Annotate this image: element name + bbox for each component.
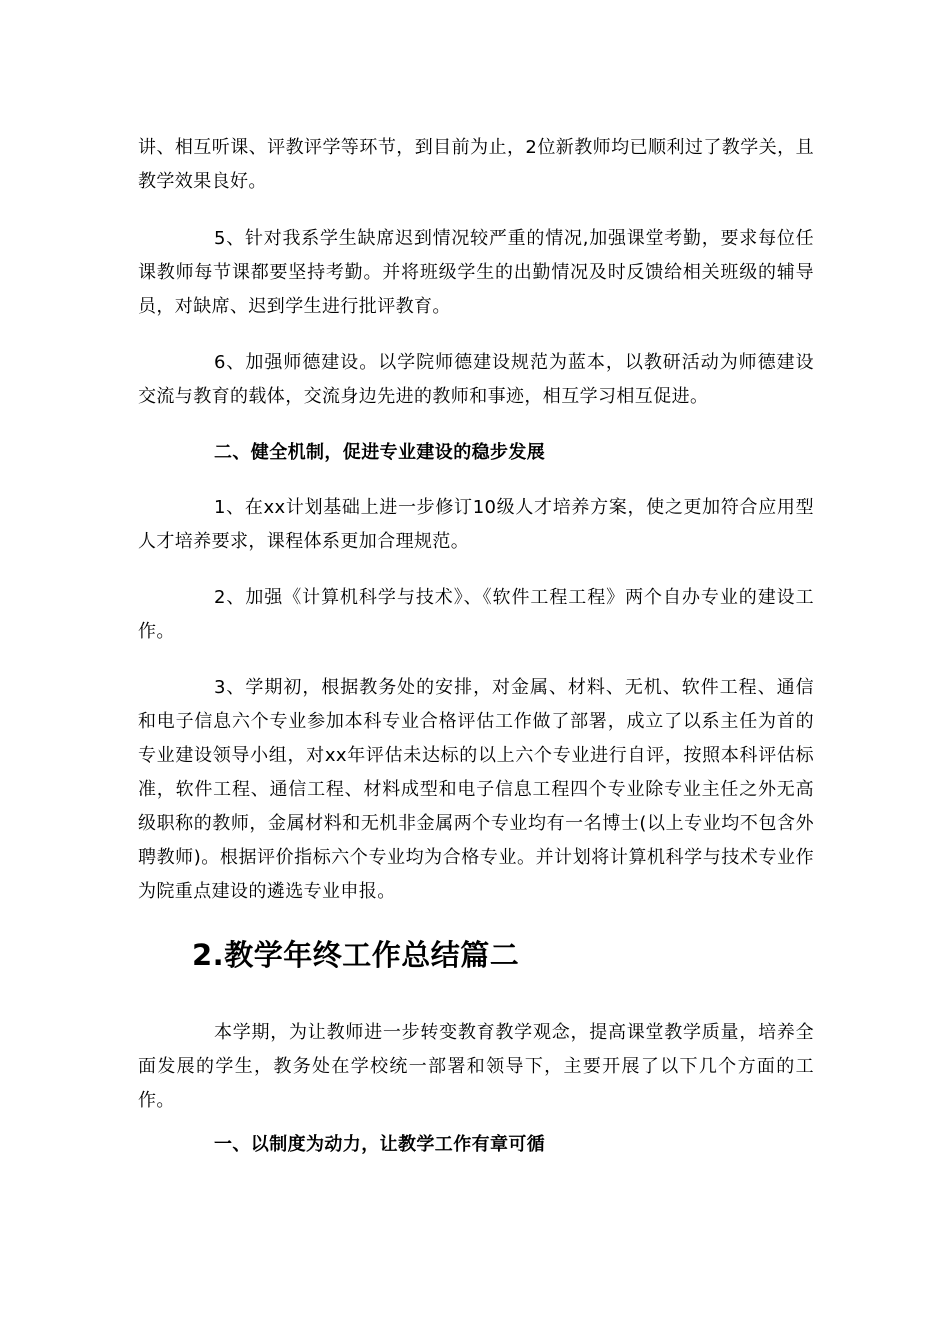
paragraph-sub-3: 3、学期初，根据教务处的安排，对金属、材料、无机、软件工程、通信和电子信息六个专业参加本科专业合格评估工作做了部署，成立了以系主任为首的专业建设领导小组，对xx年评估未达标的以上六个专业进行自评，按照本科评估标准，软件工程、通信工程、材料成型和电子信息工程四个专业除专业主任之外无高级职称的教师，金属材料和无机非金属两个专业均有一名博士(以上专业均不包含外聘教师)。根据评价指标六个专业均为合格专业。并计划将计算机科学与技术专业作为院重点建设的遴选专业申报。: [138, 677, 814, 902]
paragraph-item-6: 6、加强师德建设。以学院师德建设规范为蓝本，以教研活动为师德建设交流与教育的载体，交流身边先进的教师和事迹，相互学习相互促进。: [138, 352, 814, 407]
section-title: 2.教学年终工作总结篇二: [192, 938, 520, 972]
section-heading-1: 一、以制度为动力，让教学工作有章可循: [214, 1134, 546, 1155]
paragraph-sub-2: 2、加强《计算机科学与技术》、《软件工程工程》两个自办专业的建设工作。: [138, 587, 814, 642]
paragraph-item-5: 5、针对我系学生缺席迟到情况较严重的情况,加强课堂考勤，要求每位任课教师每节课都要坚持考勤。并将班级学生的出勤情况及时反馈给相关班级的辅导员，对缺席、迟到学生进行批评教育。: [138, 228, 814, 317]
paragraph-intro: 本学期，为让教师进一步转变教育教学观念，提高课堂教学质量，培养全面发展的学生，教务处在学校统一部署和领导下，主要开展了以下几个方面的工作。: [138, 1022, 814, 1111]
paragraph-sub-1: 1、在xx计划基础上进一步修订10级人才培养方案，使之更加符合应用型人才培养要求，课程体系更加合理规范。: [138, 497, 814, 552]
paragraph-continued: 讲、相互听课、评教评学等环节，到目前为止，2位新教师均已顺利过了教学关，且教学效果良好。: [138, 137, 814, 192]
section-heading-2: 二、健全机制，促进专业建设的稳步发展: [214, 442, 546, 463]
